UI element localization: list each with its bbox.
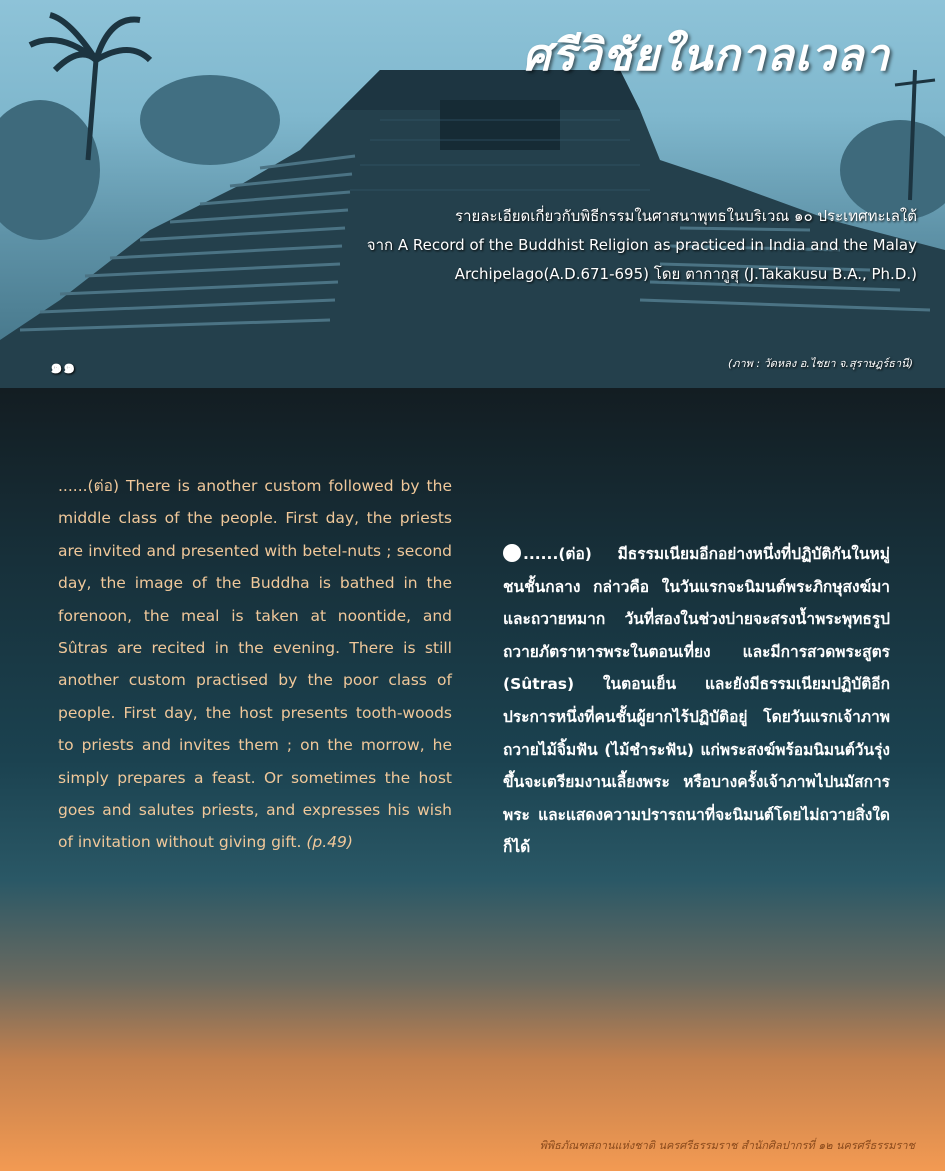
subtitle-line: Archipelago(A.D.671-695) โดย ตากากูสุ (J.Takakusu B.A., Ph.D.)	[454, 265, 917, 283]
thai-text-column	[503, 538, 890, 864]
thai-paragraph: ......(ต่อ) มีธรรมเนียมอีกอย่างหนึ่งที่ปฏิบัติกันในหมู่ชนชั้นกลาง กล่าวคือ ในวันแรกจะนิมนต์พระภิกษุสงฆ์มาและถวายหมาก วันที่สองในช่วงบ่ายจะสรงน้ำพระพุทธรูป ถวายภัตราหารพระในตอนเที่ยง และมีการสวดพระสูตร (Sûtras) ในตอนเย็น และยังมีธรรมเนียมปฏิบัติอีกประการหนึ่งที่คนชั้นผู้ยากไร้ปฏิบัติอยู่ โดยวันแรกเจ้าภาพถวายไม้จิ้มฟัน (ไม้ชำระฟัน) แก่พระสงฆ์พร้อมนิมนต์วันรุ่งขึ้นจะเตรียมงานเลี้ยงพระ หรือบางครั้งเจ้าภาพไปนมัสการพระ และแสดงความปรารถนาที่จะนิมนต์โดยไม่ถวายสิ่งใดก็ได้	[503, 545, 890, 857]
photo-credit: (ภาพ : วัดหลง อ.ไชยา จ.สุราษฎร์ธานี)	[727, 357, 913, 370]
page-reference: (p.49)	[306, 833, 353, 852]
english-paragraph: ......(ต่อ) There is another custom followed by the middle class of the people. First day, the priests are invited and presented with betel-nuts ; second day, the image of the Buddha is bathed in the forenoon, the meal is taken at noontide, and Sûtras are recited in the evening. There is still another custom practised by the poor class of people. First day, the host presents tooth-woods to priests and invites them ; on the morrow, he simply prepares a feast. Or sometimes the host goes and salutes priests, and expresses his wish of invitation without giving gift.	[58, 477, 452, 852]
page-title: ศรีวิชัยในกาลเวลา	[522, 30, 890, 81]
page-number: ๑๑	[50, 354, 76, 378]
bullet-icon	[503, 544, 521, 562]
english-text-column	[58, 470, 452, 859]
subtitle-line: จาก A Record of the Buddhist Religion as practiced in India and the Malay	[366, 236, 917, 254]
subtitle	[217, 202, 917, 289]
footer-credit: พิพิธภัณฑสถานแห่งชาติ นครศรีธรรมราช สำนักศิลปากรที่ ๑๒ นครศรีธรรมราช	[539, 1139, 915, 1152]
subtitle-line: รายละเอียดเกี่ยวกับพิธีกรรมในศาสนาพุทธในบริเวณ ๑๐ ประเทศทะเลใต้	[455, 207, 917, 225]
header-banner	[0, 0, 945, 388]
